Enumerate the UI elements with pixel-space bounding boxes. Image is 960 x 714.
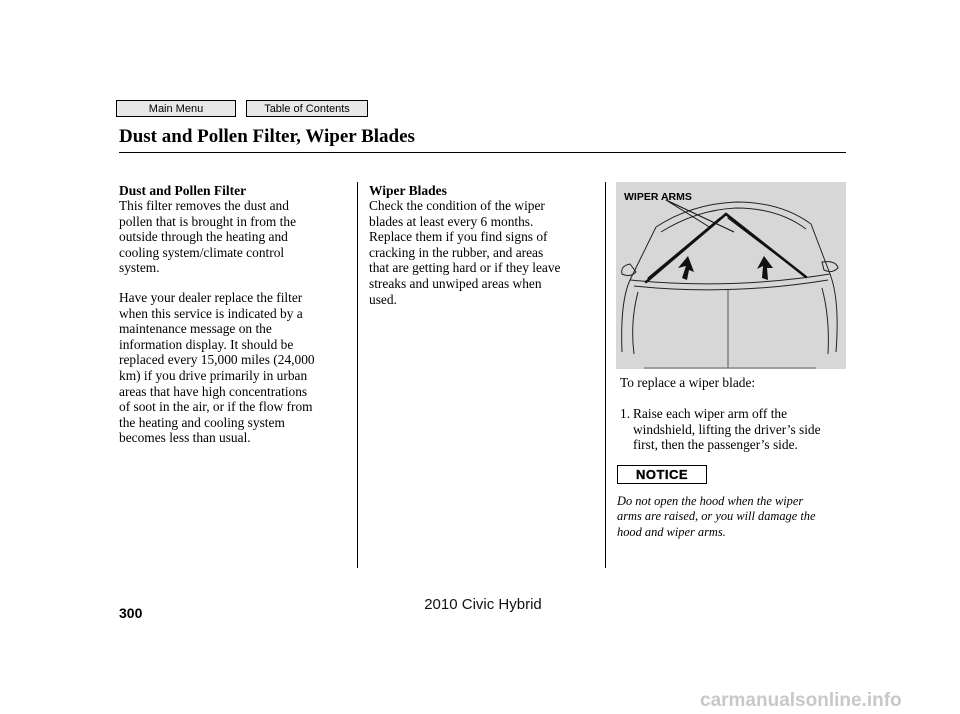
page-number: 300 xyxy=(119,605,143,621)
footer-model-name xyxy=(0,596,960,613)
wiper-blades-heading: Wiper Blades xyxy=(369,183,447,198)
notice-text: Do not open the hood when the wiper arms are raised, or you will damage the hood and wiper arms. xyxy=(617,494,816,539)
column-divider-right xyxy=(605,182,606,568)
dust-filter-paragraph-2: Have your dealer replace the filter when this service is indicated by a maintenance message on the information display. It should be replaced every 15,000 miles (24,000 km) if you drive primarily in urban areas that have high concentrations of soot in the air, or if the flow from the heating and cooling system becomes less than usual. xyxy=(119,290,315,446)
step-1-number: 1. xyxy=(620,406,631,421)
site-watermark: carmanualsonline.info xyxy=(700,690,902,711)
car-windshield-drawing xyxy=(616,182,846,369)
table-of-contents-button[interactable]: Table of Contents xyxy=(246,100,368,117)
main-menu-button[interactable]: Main Menu xyxy=(116,100,236,117)
step-1-text: Raise each wiper arm off the windshield, lifting the driver’s side first, then the passenger’s side. xyxy=(633,406,821,453)
notice-badge: NOTICE xyxy=(617,465,707,484)
dust-filter-heading: Dust and Pollen Filter xyxy=(119,183,247,198)
wiper-arms-illustration xyxy=(616,182,846,369)
column-divider-left xyxy=(357,182,358,568)
replace-intro: To replace a wiper blade: xyxy=(620,375,756,390)
wiper-blades-paragraph-1: Check the condition of the wiper blades at least every 6 months. Replace them if you find signs of cracking in the rubber, and areas that are getting hard or if they leave streaks and unwiped areas when used. xyxy=(369,198,561,307)
title-divider xyxy=(119,152,846,153)
dust-filter-paragraph-1: This filter removes the dust and pollen that is brought in from the outside through the heating and cooling system/climate control system. xyxy=(119,198,297,276)
footer-model-text: 2010 Civic Hybrid xyxy=(424,596,542,613)
page-title: Dust and Pollen Filter, Wiper Blades xyxy=(119,126,415,147)
wiper-arms-label: WIPER ARMS xyxy=(624,191,692,203)
